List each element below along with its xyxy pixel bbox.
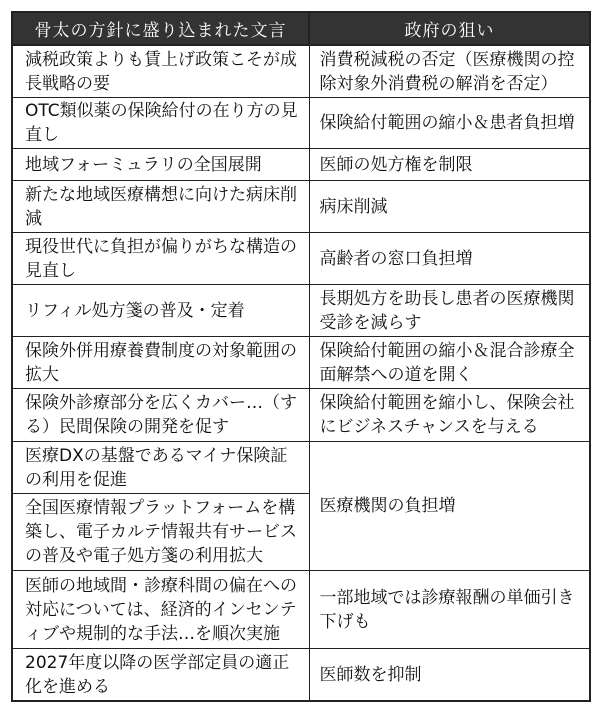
government-aim-cell: 保険給付範囲の縮小＆患者負担増 — [309, 98, 590, 149]
government-aim-cell-merged: 医療機関の負担増 — [309, 442, 590, 571]
policy-table — [11, 11, 591, 702]
government-aim-cell: 高齢者の窓口負担増 — [309, 233, 590, 285]
policy-wording-cell: 新たな地域医療構想に向けた病床削減 — [12, 181, 309, 233]
table-row — [12, 389, 590, 442]
government-aim-cell: 医師の処方権を制限 — [309, 149, 590, 181]
government-aim-cell: 消費税減税の否定（医療機関の控除対象外消費税の解消を否定） — [309, 45, 590, 98]
table-row — [12, 98, 590, 149]
policy-wording-cell: OTC類似薬の保険給付の在り方の見直し — [12, 98, 309, 149]
table-row — [12, 233, 590, 285]
government-aim-cell: 保険給付範囲の縮小＆混合診療全面解禁への道を開く — [309, 337, 590, 389]
policy-table-container — [11, 11, 589, 714]
policy-wording-cell: 2027年度以降の医学部定員の適正化を進める — [12, 649, 309, 702]
table-row — [12, 285, 590, 337]
policy-wording-cell: 地域フォーミュラリの全国展開 — [12, 149, 309, 181]
government-aim-cell: 一部地域では診療報酬の単価引き下げも — [309, 571, 590, 649]
government-aim-cell: 長期処方を助長し患者の医療機関受診を減らす — [309, 285, 590, 337]
header-government-aim: 政府の狙い — [309, 12, 590, 45]
table-header-row — [12, 12, 590, 45]
policy-wording-cell: 医療DXの基盤であるマイナ保険証の利用を促進 — [12, 442, 309, 494]
header-policy-wording: 骨太の方針に盛り込まれた文言 — [12, 12, 309, 45]
policy-wording-cell: 現役世代に負担が偏りがちな構造の見直し — [12, 233, 309, 285]
table-row — [12, 149, 590, 181]
table-row — [12, 181, 590, 233]
policy-wording-cell: リフィル処方箋の普及・定着 — [12, 285, 309, 337]
government-aim-cell: 保険給付範囲を縮小し、保険会社にビジネスチャンスを与える — [309, 389, 590, 442]
table-row — [12, 649, 590, 702]
table-row — [12, 442, 590, 494]
policy-wording-cell: 減税政策よりも賃上げ政策こそが成長戦略の要 — [12, 45, 309, 98]
table-row — [12, 337, 590, 389]
policy-wording-cell: 保険外診療部分を広くカバー…（する）民間保険の開発を促す — [12, 389, 309, 442]
government-aim-cell: 病床削減 — [309, 181, 590, 233]
policy-wording-cell: 全国医療情報プラットフォームを構築し、電子カルテ情報共有サービスの普及や電子処方箋の利用拡大 — [12, 494, 309, 571]
table-row — [12, 571, 590, 649]
table-row — [12, 45, 590, 98]
policy-wording-cell: 保険外併用療養費制度の対象範囲の拡大 — [12, 337, 309, 389]
government-aim-cell: 医師数を抑制 — [309, 649, 590, 702]
policy-wording-cell: 医師の地域間・診療科間の偏在への対応については、経済的インセンティブや規制的な手法…を順次実施 — [12, 571, 309, 649]
